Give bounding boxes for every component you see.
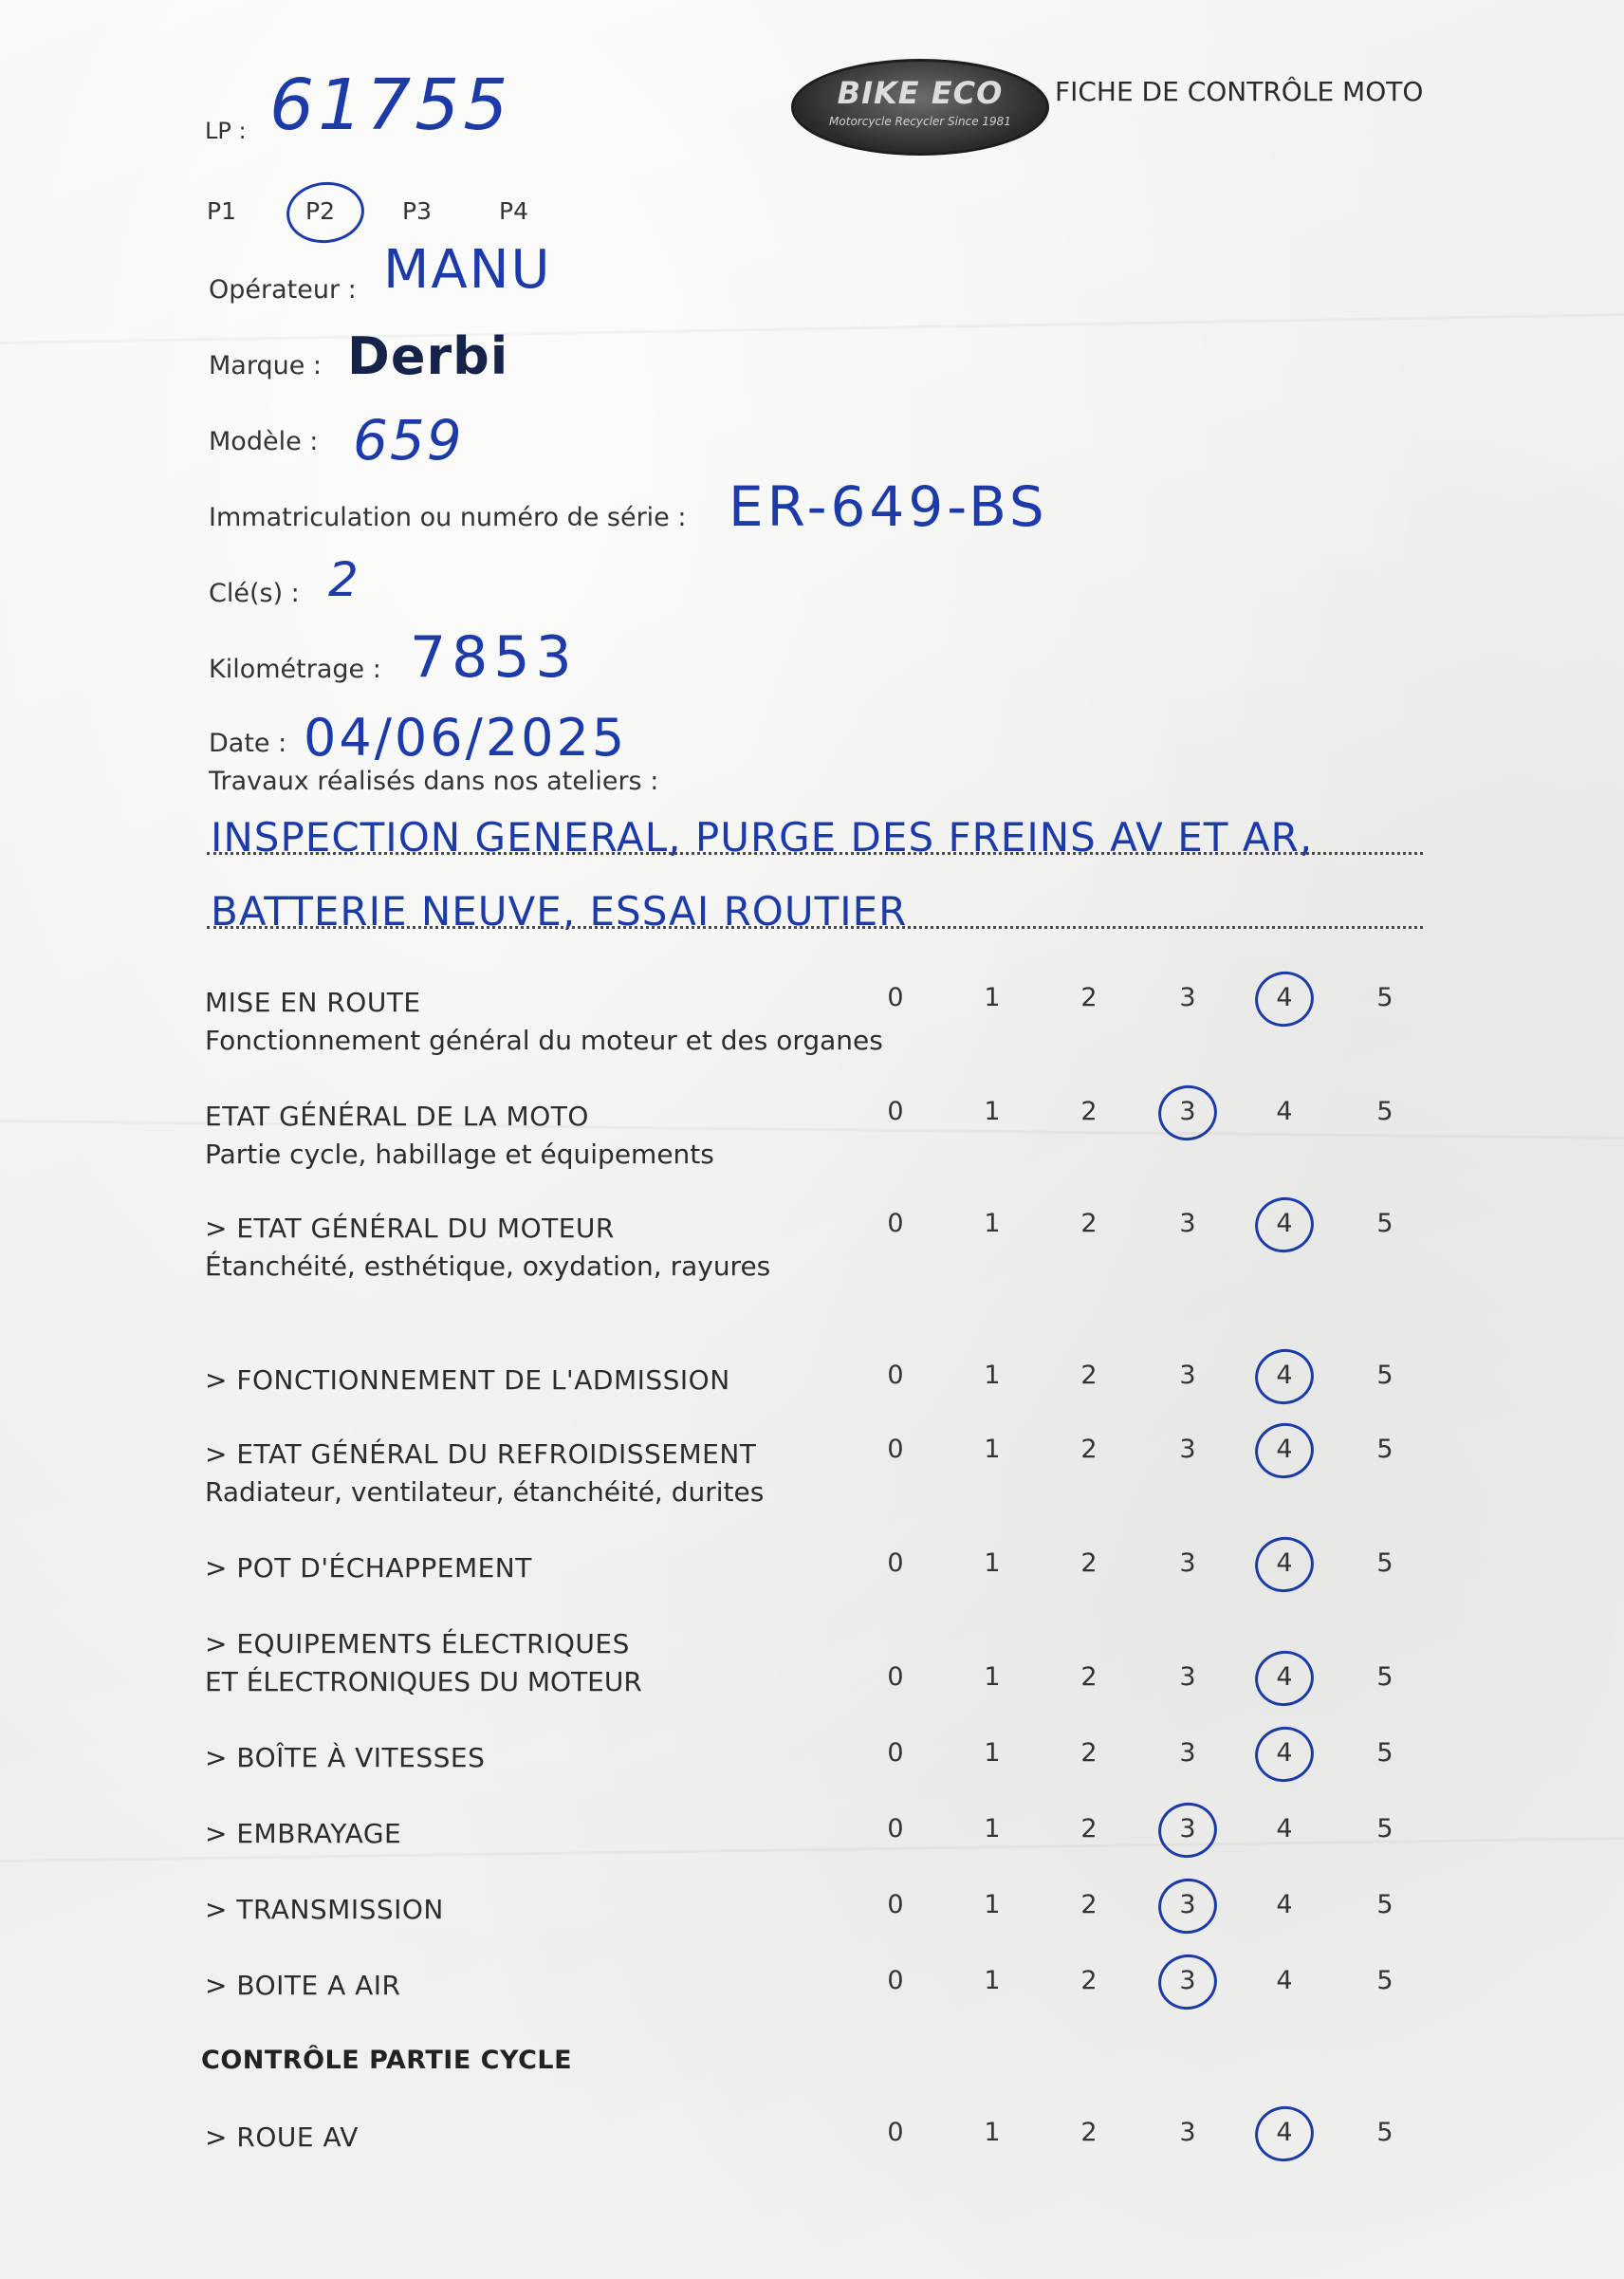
score-option-2[interactable]: 2: [1080, 1966, 1098, 1995]
score-option-0[interactable]: 0: [887, 1662, 904, 1692]
score-option-4[interactable]: 4: [1276, 1738, 1293, 1768]
score-option-3[interactable]: 3: [1179, 1209, 1196, 1238]
score-option-2[interactable]: 2: [1080, 1361, 1098, 1390]
score-option-5[interactable]: 5: [1376, 1966, 1393, 1995]
row-title: > TRANSMISSION: [205, 1894, 444, 1925]
row-title: > ETAT GÉNÉRAL DU MOTEUR: [205, 1213, 615, 1244]
score-option-0[interactable]: 0: [887, 1814, 904, 1844]
km-label: Kilométrage :: [209, 655, 381, 684]
score-option-0[interactable]: 0: [887, 983, 904, 1012]
score-option-3[interactable]: 3: [1179, 1435, 1196, 1464]
position-p3: P3: [402, 197, 432, 225]
row-title: > ETAT GÉNÉRAL DU REFROIDISSEMENT: [205, 1438, 757, 1470]
score-option-3[interactable]: 3: [1179, 1738, 1196, 1768]
score-option-1[interactable]: 1: [984, 1814, 1001, 1844]
score-option-2[interactable]: 2: [1080, 1738, 1098, 1768]
score-option-0[interactable]: 0: [887, 1890, 904, 1919]
score-option-0[interactable]: 0: [887, 1738, 904, 1768]
travaux-line-1: INSPECTION GENERAL, PURGE DES FREINS AV ET AR,: [211, 814, 1314, 861]
row-title: > ROUE AV: [205, 2122, 359, 2153]
score-option-1[interactable]: 1: [984, 1738, 1001, 1768]
modele-label: Modèle :: [209, 427, 319, 456]
row-subtitle: ET ÉLECTRONIQUES DU MOTEUR: [205, 1666, 642, 1697]
score-option-4[interactable]: 4: [1276, 1662, 1293, 1692]
row-title: > BOÎTE À VITESSES: [205, 1742, 486, 1773]
score-option-5[interactable]: 5: [1376, 1662, 1393, 1692]
score-option-1[interactable]: 1: [984, 1890, 1001, 1919]
score-option-4[interactable]: 4: [1276, 1361, 1293, 1390]
score-option-5[interactable]: 5: [1376, 1097, 1393, 1126]
score-option-1[interactable]: 1: [984, 2118, 1001, 2147]
score-option-4[interactable]: 4: [1276, 983, 1293, 1012]
position-p1: P1: [207, 197, 236, 225]
row-title: ETAT GÉNÉRAL DE LA MOTO: [205, 1101, 589, 1132]
modele-value: 659: [353, 408, 464, 472]
score-option-3[interactable]: 3: [1179, 2118, 1196, 2147]
row-title: > EMBRAYAGE: [205, 1818, 402, 1849]
score-option-2[interactable]: 2: [1080, 1662, 1098, 1692]
score-option-2[interactable]: 2: [1080, 1814, 1098, 1844]
score-option-5[interactable]: 5: [1376, 1814, 1393, 1844]
score-option-5[interactable]: 5: [1376, 1890, 1393, 1919]
selected-score-circle: [1250, 1192, 1320, 1258]
travaux-dotted-line-2: [207, 926, 1423, 929]
cles-value: 2: [328, 552, 360, 607]
score-option-3[interactable]: 3: [1179, 1662, 1196, 1692]
date-label: Date :: [209, 729, 287, 758]
position-p2: P2: [305, 197, 335, 225]
travaux-dotted-line-1: [207, 852, 1423, 855]
logo-name: BIKE ECO: [837, 75, 1004, 111]
score-option-5[interactable]: 5: [1376, 983, 1393, 1012]
row-title: > EQUIPEMENTS ÉLECTRIQUES: [205, 1628, 630, 1659]
selected-score-circle: [1250, 1417, 1320, 1484]
row-title: > FONCTIONNEMENT DE L'ADMISSION: [205, 1364, 730, 1396]
score-option-1[interactable]: 1: [984, 1435, 1001, 1464]
row-subtitle: Partie cycle, habillage et équipements: [205, 1139, 714, 1170]
score-option-5[interactable]: 5: [1376, 1738, 1393, 1768]
row-subtitle: Radiateur, ventilateur, étanchéité, durites: [205, 1476, 765, 1508]
operateur-label: Opérateur :: [209, 275, 357, 305]
immat-value: ER-649-BS: [729, 474, 1048, 539]
operateur-value: MANU: [383, 239, 552, 301]
selected-score-circle: [1250, 2101, 1320, 2167]
bike-eco-logo: [791, 59, 1049, 156]
score-option-4[interactable]: 4: [1276, 1890, 1293, 1919]
lp-value: 61755: [269, 65, 512, 146]
score-option-3[interactable]: 3: [1179, 1814, 1196, 1844]
score-option-4[interactable]: 4: [1276, 1814, 1293, 1844]
score-option-3[interactable]: 3: [1179, 983, 1196, 1012]
row-subtitle: Fonctionnement général du moteur et des organes: [205, 1025, 883, 1056]
score-option-2[interactable]: 2: [1080, 983, 1098, 1012]
travaux-line-2: BATTERIE NEUVE, ESSAI ROUTIER: [211, 888, 908, 935]
score-option-2[interactable]: 2: [1080, 1890, 1098, 1919]
score-option-4[interactable]: 4: [1276, 1209, 1293, 1238]
score-option-5[interactable]: 5: [1376, 1361, 1393, 1390]
score-option-0[interactable]: 0: [887, 1966, 904, 1995]
position-p4: P4: [499, 197, 528, 225]
score-option-3[interactable]: 3: [1179, 1548, 1196, 1578]
cles-label: Clé(s) :: [209, 579, 300, 608]
score-option-0[interactable]: 0: [887, 2118, 904, 2147]
page-title: FICHE DE CONTRÔLE MOTO: [1055, 76, 1424, 107]
score-option-2[interactable]: 2: [1080, 2118, 1098, 2147]
score-option-2[interactable]: 2: [1080, 1097, 1098, 1126]
score-option-3[interactable]: 3: [1179, 1097, 1196, 1126]
score-option-1[interactable]: 1: [984, 1966, 1001, 1995]
score-option-2[interactable]: 2: [1080, 1209, 1098, 1238]
score-option-0[interactable]: 0: [887, 1548, 904, 1578]
logo-tagline: Motorcycle Recycler Since 1981: [829, 115, 1011, 128]
row-title: MISE EN ROUTE: [205, 987, 421, 1018]
score-option-4[interactable]: 4: [1276, 1097, 1293, 1126]
date-value: 04/06/2025: [304, 708, 628, 768]
score-option-5[interactable]: 5: [1376, 2118, 1393, 2147]
row-title: > POT D'ÉCHAPPEMENT: [205, 1552, 532, 1584]
score-option-4[interactable]: 4: [1276, 1966, 1293, 1995]
score-option-5[interactable]: 5: [1376, 1435, 1393, 1464]
selected-score-circle: [1250, 1343, 1320, 1410]
row-subtitle: Étanchéité, esthétique, oxydation, rayures: [205, 1251, 771, 1282]
marque-value: Derbi: [347, 326, 509, 386]
score-option-2[interactable]: 2: [1080, 1435, 1098, 1464]
score-option-1[interactable]: 1: [984, 1662, 1001, 1692]
immat-label: Immatriculation ou numéro de série :: [209, 503, 687, 532]
section-partie-cycle: CONTRÔLE PARTIE CYCLE: [201, 2046, 573, 2075]
score-option-0[interactable]: 0: [887, 1097, 904, 1126]
selected-score-circle: [1250, 966, 1320, 1032]
score-option-2[interactable]: 2: [1080, 1548, 1098, 1578]
score-option-3[interactable]: 3: [1179, 1890, 1196, 1919]
score-option-4[interactable]: 4: [1276, 1435, 1293, 1464]
selected-score-circle: [1153, 1873, 1223, 1939]
travaux-label: Travaux réalisés dans nos ateliers :: [209, 767, 659, 796]
marque-label: Marque :: [209, 351, 323, 380]
lp-label: LP :: [205, 118, 247, 144]
km-value: 7853: [410, 624, 578, 691]
position-selected-circle: [284, 178, 367, 247]
score-option-1[interactable]: 1: [984, 983, 1001, 1012]
score-option-4[interactable]: 4: [1276, 1548, 1293, 1578]
selected-score-circle: [1250, 1645, 1320, 1712]
score-option-5[interactable]: 5: [1376, 1209, 1393, 1238]
score-option-3[interactable]: 3: [1179, 1966, 1196, 1995]
selected-score-circle: [1250, 1531, 1320, 1598]
score-option-5[interactable]: 5: [1376, 1548, 1393, 1578]
score-option-1[interactable]: 1: [984, 1097, 1001, 1126]
score-option-0[interactable]: 0: [887, 1209, 904, 1238]
selected-score-circle: [1153, 1797, 1223, 1863]
selected-score-circle: [1153, 1949, 1223, 2015]
score-option-0[interactable]: 0: [887, 1435, 904, 1464]
score-option-1[interactable]: 1: [984, 1209, 1001, 1238]
score-option-1[interactable]: 1: [984, 1361, 1001, 1390]
score-option-1[interactable]: 1: [984, 1548, 1001, 1578]
score-option-0[interactable]: 0: [887, 1361, 904, 1390]
score-option-4[interactable]: 4: [1276, 2118, 1293, 2147]
selected-score-circle: [1250, 1721, 1320, 1788]
paper-crease: [0, 313, 1624, 344]
score-option-3[interactable]: 3: [1179, 1361, 1196, 1390]
selected-score-circle: [1153, 1080, 1223, 1146]
row-title: > BOITE A AIR: [205, 1970, 401, 2001]
